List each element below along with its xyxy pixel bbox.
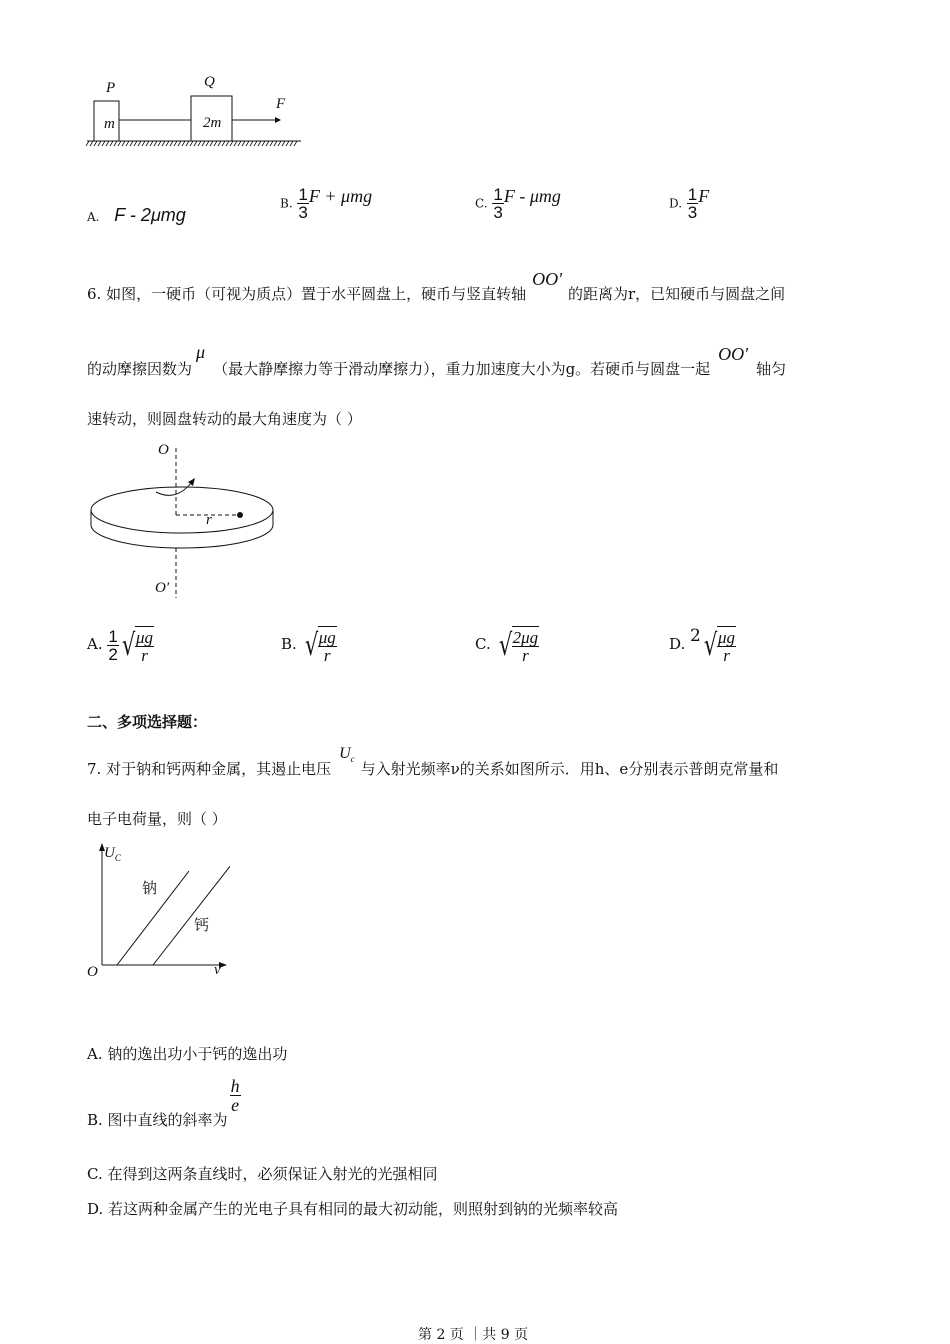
ground-hatch xyxy=(90,141,93,146)
frac-den: r xyxy=(323,646,331,665)
text: 的动摩擦因数为 xyxy=(87,360,193,378)
ground-hatch xyxy=(258,141,261,146)
frac-num: 2μg xyxy=(512,628,539,647)
frac-num: μg xyxy=(718,628,736,647)
ground-hatch xyxy=(190,141,193,146)
axis-label: OO' xyxy=(532,269,562,289)
ground-hatch xyxy=(262,141,265,146)
frac-den: r xyxy=(522,646,529,665)
coefficient: 2 xyxy=(690,626,701,646)
option-expr: F - 2μmg xyxy=(114,205,186,225)
frac-den: 3 xyxy=(687,203,698,222)
ground-hatch xyxy=(134,141,137,146)
ground-hatch xyxy=(186,141,189,146)
ground-hatch xyxy=(126,141,129,146)
ground-hatch xyxy=(102,141,105,146)
calcium-label: 钙 xyxy=(194,916,210,934)
uc-symbol: $U_c$ xyxy=(339,745,355,765)
ground-hatch xyxy=(166,141,169,146)
q7-line2: 电子电荷量，则（ ） xyxy=(87,810,227,828)
option-expr: F + μmg xyxy=(308,186,373,206)
q5-option-d[interactable] xyxy=(669,186,709,221)
text: （最大静摩擦力等于滑动摩擦力），重力加速度大小为g。若硬币与圆盘一起 xyxy=(213,360,711,378)
q6-option-d[interactable] xyxy=(669,626,736,664)
frac-num: 1 xyxy=(298,185,308,204)
q7-line1 xyxy=(87,745,779,780)
sqrt: √ $\frac{2\mu g}{r}$ xyxy=(498,627,539,665)
q6-line1 xyxy=(87,269,786,304)
ground-hatch xyxy=(234,141,237,146)
blocks-figure xyxy=(85,78,305,150)
text: 与入射光频率ν的关系如图所示．用h、e分别表示普朗克常量和 xyxy=(360,760,779,778)
sodium-label: 钠 xyxy=(142,879,158,897)
option-label: B. xyxy=(281,635,297,653)
option-label: C. xyxy=(475,635,491,653)
ground-hatch xyxy=(250,141,253,146)
option-label: B. xyxy=(280,196,293,211)
ground-hatch xyxy=(218,141,221,146)
ground-hatch xyxy=(274,141,277,146)
q6-option-c[interactable] xyxy=(475,626,539,664)
option-label: A. xyxy=(87,635,103,653)
q6-option-a[interactable] xyxy=(87,626,154,664)
ground-hatch xyxy=(230,141,233,146)
label-p: P xyxy=(106,80,116,96)
ground-hatch xyxy=(122,141,125,146)
ground-hatch xyxy=(98,141,101,146)
label-r: r xyxy=(206,512,212,528)
ground-hatch xyxy=(106,141,109,146)
ground-hatch xyxy=(194,141,197,146)
ground-hatch xyxy=(206,141,209,146)
calcium-line xyxy=(153,865,230,965)
option-label: A. xyxy=(87,210,100,224)
ground-hatch xyxy=(86,141,89,146)
ground-hatch xyxy=(226,141,229,146)
ground-hatch xyxy=(150,141,153,146)
ground-hatch xyxy=(174,141,177,146)
frac-den: r xyxy=(141,646,148,665)
sqrt: √ $\frac{\mu g}{r}$ xyxy=(121,627,154,665)
disk-figure xyxy=(88,440,278,605)
label-o: O xyxy=(158,442,169,458)
ground-hatch xyxy=(178,141,181,146)
ground-hatch xyxy=(202,141,205,146)
section-heading: 二、多项选择题： xyxy=(87,713,208,731)
ground-hatch xyxy=(118,141,121,146)
frac-den: 2 xyxy=(108,644,118,664)
mu-symbol: μ xyxy=(196,342,206,362)
label-q: Q xyxy=(204,74,215,90)
axis-label: OO′ xyxy=(718,344,749,364)
q6-option-b[interactable] xyxy=(281,626,337,664)
q6-line2 xyxy=(87,342,787,379)
ground-hatch xyxy=(278,141,281,146)
label-2m: 2m xyxy=(203,115,222,131)
option-label: D. xyxy=(669,196,683,211)
ground-hatch xyxy=(210,141,213,146)
ground-hatch xyxy=(138,141,141,146)
q7-option-c[interactable]: C. 在得到这两条直线时，必须保证入射光的光强相同 xyxy=(87,1165,438,1183)
ground-hatch xyxy=(114,141,117,146)
ground-hatch xyxy=(110,141,113,146)
sqrt: √ $\frac{\mu g}{r}$ xyxy=(304,627,336,665)
option-label: C. xyxy=(475,196,488,211)
page-footer: 第 2 页 ｜共 9 页 xyxy=(418,1327,529,1343)
sqrt: √ $\frac{\mu g}{r}$ xyxy=(703,627,736,665)
frac-num: 1 xyxy=(493,185,503,204)
ground-hatch xyxy=(162,141,165,146)
q7-option-a[interactable]: A. 钠的逸出功小于钙的逸出功 xyxy=(87,1045,288,1063)
label-m: m xyxy=(104,116,115,132)
q5-option-c[interactable] xyxy=(475,186,561,221)
text: 的距离为r，已知硬币与圆盘之间 xyxy=(567,285,786,303)
q6-line3: 速转动，则圆盘转动的最大角速度为（ ） xyxy=(87,410,362,428)
ground-hatch xyxy=(238,141,241,146)
label-f: F xyxy=(276,96,286,112)
text: 6. 如图，一硬币（可视为质点）置于水平圆盘上，硬币与竖直转轴 xyxy=(87,285,527,303)
ground-hatch xyxy=(158,141,161,146)
q7-option-d[interactable]: D. 若这两种金属产生的光电子具有相同的最大初动能，则照射到钠的光频率较高 xyxy=(87,1200,619,1218)
frac-num: μg xyxy=(318,628,336,647)
ground-hatch xyxy=(282,141,285,146)
origin-label: O xyxy=(87,964,98,980)
text: 7. 对于钠和钙两种金属，其遏止电压 xyxy=(87,760,332,778)
q5-option-b[interactable] xyxy=(280,186,372,221)
text: 轴匀 xyxy=(756,360,787,378)
ground-hatch xyxy=(198,141,201,146)
ground-hatch xyxy=(94,141,97,146)
ground-hatch xyxy=(130,141,133,146)
frac-den: e xyxy=(231,1095,240,1115)
frac-num: μg xyxy=(135,628,154,647)
frac-den: 3 xyxy=(493,203,503,222)
ground-hatch xyxy=(242,141,245,146)
option-text: B. 图中直线的斜率为 xyxy=(87,1110,228,1129)
option-expr: F xyxy=(698,186,710,206)
q7-option-b[interactable] xyxy=(87,1076,241,1129)
frac-num: h xyxy=(230,1076,240,1096)
ground-hatch xyxy=(286,141,289,146)
frac-num: 1 xyxy=(687,185,698,204)
ground-hatch xyxy=(270,141,273,146)
axis-y-label: $U_C$ xyxy=(104,845,121,863)
ground-hatch xyxy=(154,141,157,146)
ground-hatch xyxy=(142,141,145,146)
ground-hatch xyxy=(294,141,297,146)
ground-hatch xyxy=(266,141,269,146)
frac-den: 3 xyxy=(298,203,308,222)
frac-den: r xyxy=(723,646,730,665)
option-expr: F - μmg xyxy=(503,186,561,206)
option-label: D. xyxy=(669,635,686,653)
ground-hatch xyxy=(214,141,217,146)
ground-hatch xyxy=(246,141,249,146)
ground-hatch xyxy=(170,141,173,146)
ground-hatch xyxy=(222,141,225,146)
ground-hatch xyxy=(182,141,185,146)
frac-num: 1 xyxy=(108,626,118,646)
label-o-prime: O′ xyxy=(155,580,170,596)
ground-hatch xyxy=(254,141,257,146)
axis-x-label: v xyxy=(214,962,221,978)
ground-hatch xyxy=(146,141,149,146)
q5-option-a[interactable] xyxy=(87,205,186,226)
ground-hatch xyxy=(290,141,293,146)
